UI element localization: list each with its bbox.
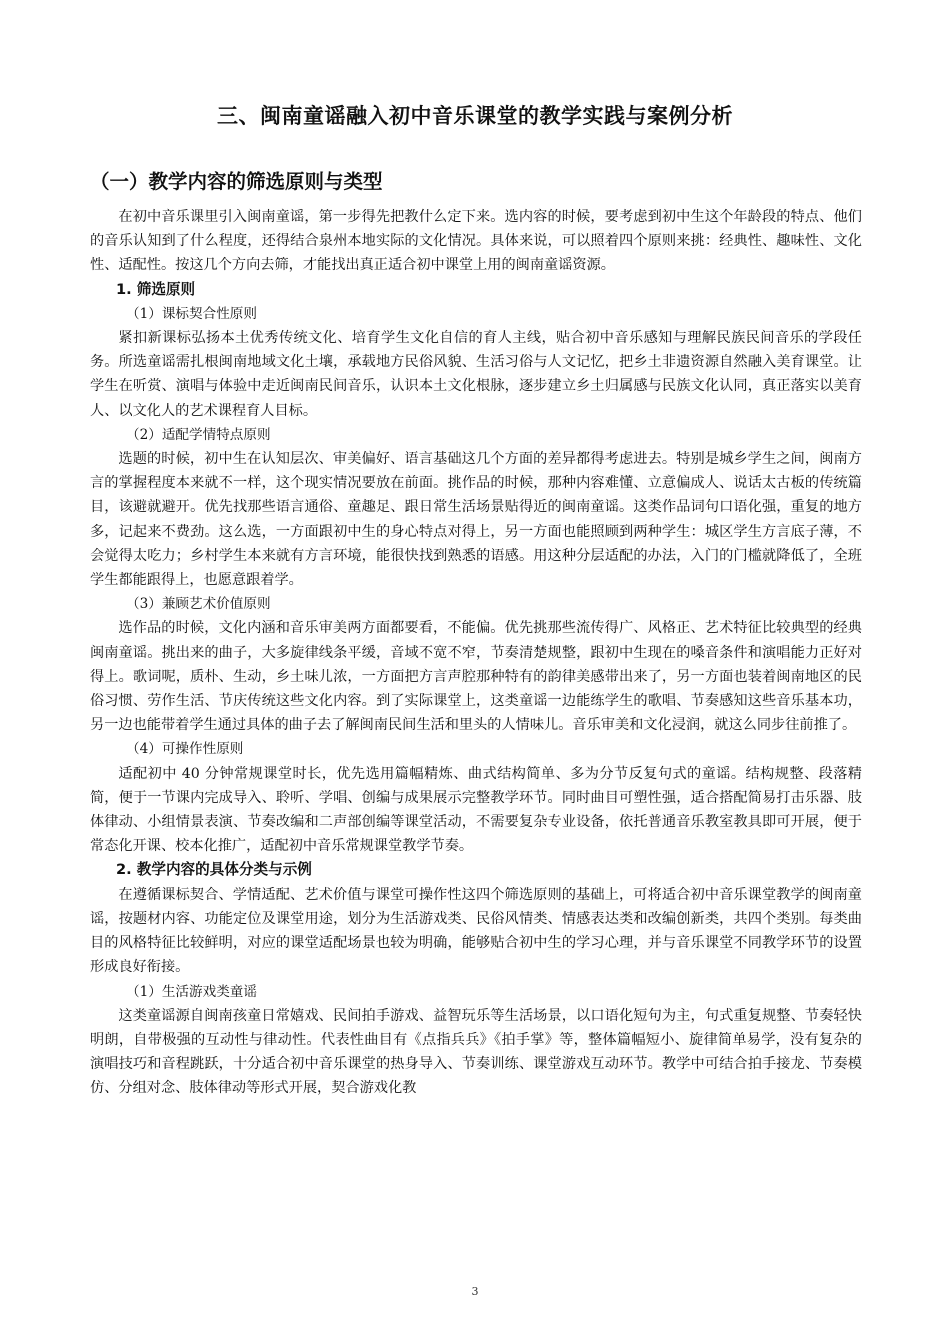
principle-1-title: （1）课标契合性原则: [126, 305, 257, 322]
principle-3-text: 选作品的时候，文化内涵和音乐审美两方面都要看，不能偏。优先挑那些流传得广、风格正、艺术特征比较典型的经典闽南童谣。挑出来的曲子，大多旋律线条平缓，音域不宽不窄，节奏清楚规整，跟初中生现在的嗓音条件和演唱能力正好对得上。歌词呢，质朴、生动，乡土味儿浓，一方面把方言声腔那种特有的韵律美感带出来了，另一方面也装着闽南地区的民俗习惯、劳作生活、节庆传统这些文化内容。到了实际课堂上，这类童谣一边能练学生的歌唱、节奏感知这些音乐基本功，另一边也能带着学生通过具体的曲子去了解闽南民间生活和里头的人情味儿。音乐审美和文化浸润，就这么同步往前推了。: [90, 620, 862, 734]
principle-2-title: （2）适配学情特点原则: [126, 426, 271, 443]
principle-4-text: 适配初中 40 分钟常规课堂时长，优先选用篇幅精炼、曲式结构简单、多为分节反复句式的童谣。结构规整、段落精简，便于一节课内完成导入、聆听、学唱、创编与成果展示完整教学环节。同时曲目可塑性强，适合搭配简易打击乐器、肢体律动、小组情景表演、节奏改编和二声部创编等课堂活动，不需要复杂专业设备，依托普通音乐教室教具即可开展，便于常态化开课、校本化推广，适配初中音乐常规课堂教学节奏。: [90, 765, 862, 855]
page-number: 3: [471, 1285, 479, 1298]
part2-heading: 2. 教学内容的具体分类与示例: [116, 861, 312, 879]
principle-1-text: 紧扣新课标弘扬本土优秀传统文化、培育学生文化自信的育人主线，贴合初中音乐感知与理解民族民间音乐的学段任务。所选童谣需扎根闽南地域文化土壤，承载地方民俗风貌、生活习俗与人文记忆，把乡土非遗资源自然融入美育课堂。让学生在听赏、演唱与体验中走近闽南民间音乐，认识本土文化根脉，逐步建立乡土归属感与民族文化认同，真正落实以美育人、以文化人的艺术课程育人目标。: [90, 330, 862, 419]
body-text: [90, 205, 862, 1101]
category-1-text: 这类童谣源自闽南孩童日常嬉戏、民间拍手游戏、益智玩乐等生活场景，以口语化短句为主，句式重复规整、节奏轻快明朗，自带极强的互动性与律动性。代表性曲目有《点指兵兵》《拍手掌》等，整体篇幅短小、旋律简单易学，没有复杂的演唱技巧和音程跳跃，十分适合初中音乐课堂的热身导入、节奏训练、课堂游戏互动环节。教学中可结合拍手接龙、节奏模仿、分组对念、肢体律动等形式开展，契合游戏化教: [90, 1007, 862, 1097]
part2-paragraph: 在遵循课标契合、学情适配、艺术价值与课堂可操作性这四个筛选原则的基础上，可将适合初中音乐课堂教学的闽南童谣，按题材内容、功能定位及课堂用途，划分为生活游戏类、民俗风情类、情感表达类和改编创新类，共四个类别。每类曲目的风格特征比较鲜明，对应的课堂适配场景也较为明确，能够贴合初中生的学习心理，并与音乐课堂不同教学环节的设置形成良好衔接。: [90, 886, 862, 976]
principle-3-title: （3）兼顾艺术价值原则: [126, 596, 271, 613]
intro-paragraph: 在初中音乐课里引入闽南童谣，第一步得先把教什么定下来。选内容的时候，要考虑到初中生这个年龄段的特点、他们的音乐认知到了什么程度，还得结合泉州本地实际的文化情况。具体来说，可以照着四个原则来挑：经典性、趣味性、文化性、适配性。按这几个方向去筛，才能找出真正适合初中课堂上用的闽南童谣资源。: [90, 209, 862, 274]
category-1-title: （1）生活游戏类童谣: [126, 983, 257, 1000]
principle-4-title: （4）可操作性原则: [126, 741, 244, 758]
principle-2-text: 选题的时候，初中生在认知层次、审美偏好、语言基础这几个方面的差异都得考虑进去。特别是城乡学生之间，闽南方言的掌握程度本来就不一样，这个现实情况要放在前面。挑作品的时候，那种内容难懂、立意偏成人、说话太古板的传统篇目，该避就避开。优先找那些语言通俗、童趣足、跟日常生活场景贴得近的闽南童谣。这类作品词句口语化强，重复的地方多，记起来不费劲。这么选，一方面跟初中生的身心特点对得上，另一方面也能照顾到两种学生：城区学生方言底子薄，不会觉得太吃力；乡村学生本来就有方言环境，能很快找到熟悉的语感。用这种分层适配的办法，入门的门槛就降低了，全班学生都能跟得上，也愿意跟着学。: [90, 451, 862, 589]
section-heading: （一）教学内容的筛选原则与类型: [90, 170, 383, 193]
part1-heading: 1. 筛选原则: [116, 280, 196, 298]
chapter-title: 三、闽南童谣融入初中音乐课堂的教学实践与案例分析: [217, 104, 733, 128]
